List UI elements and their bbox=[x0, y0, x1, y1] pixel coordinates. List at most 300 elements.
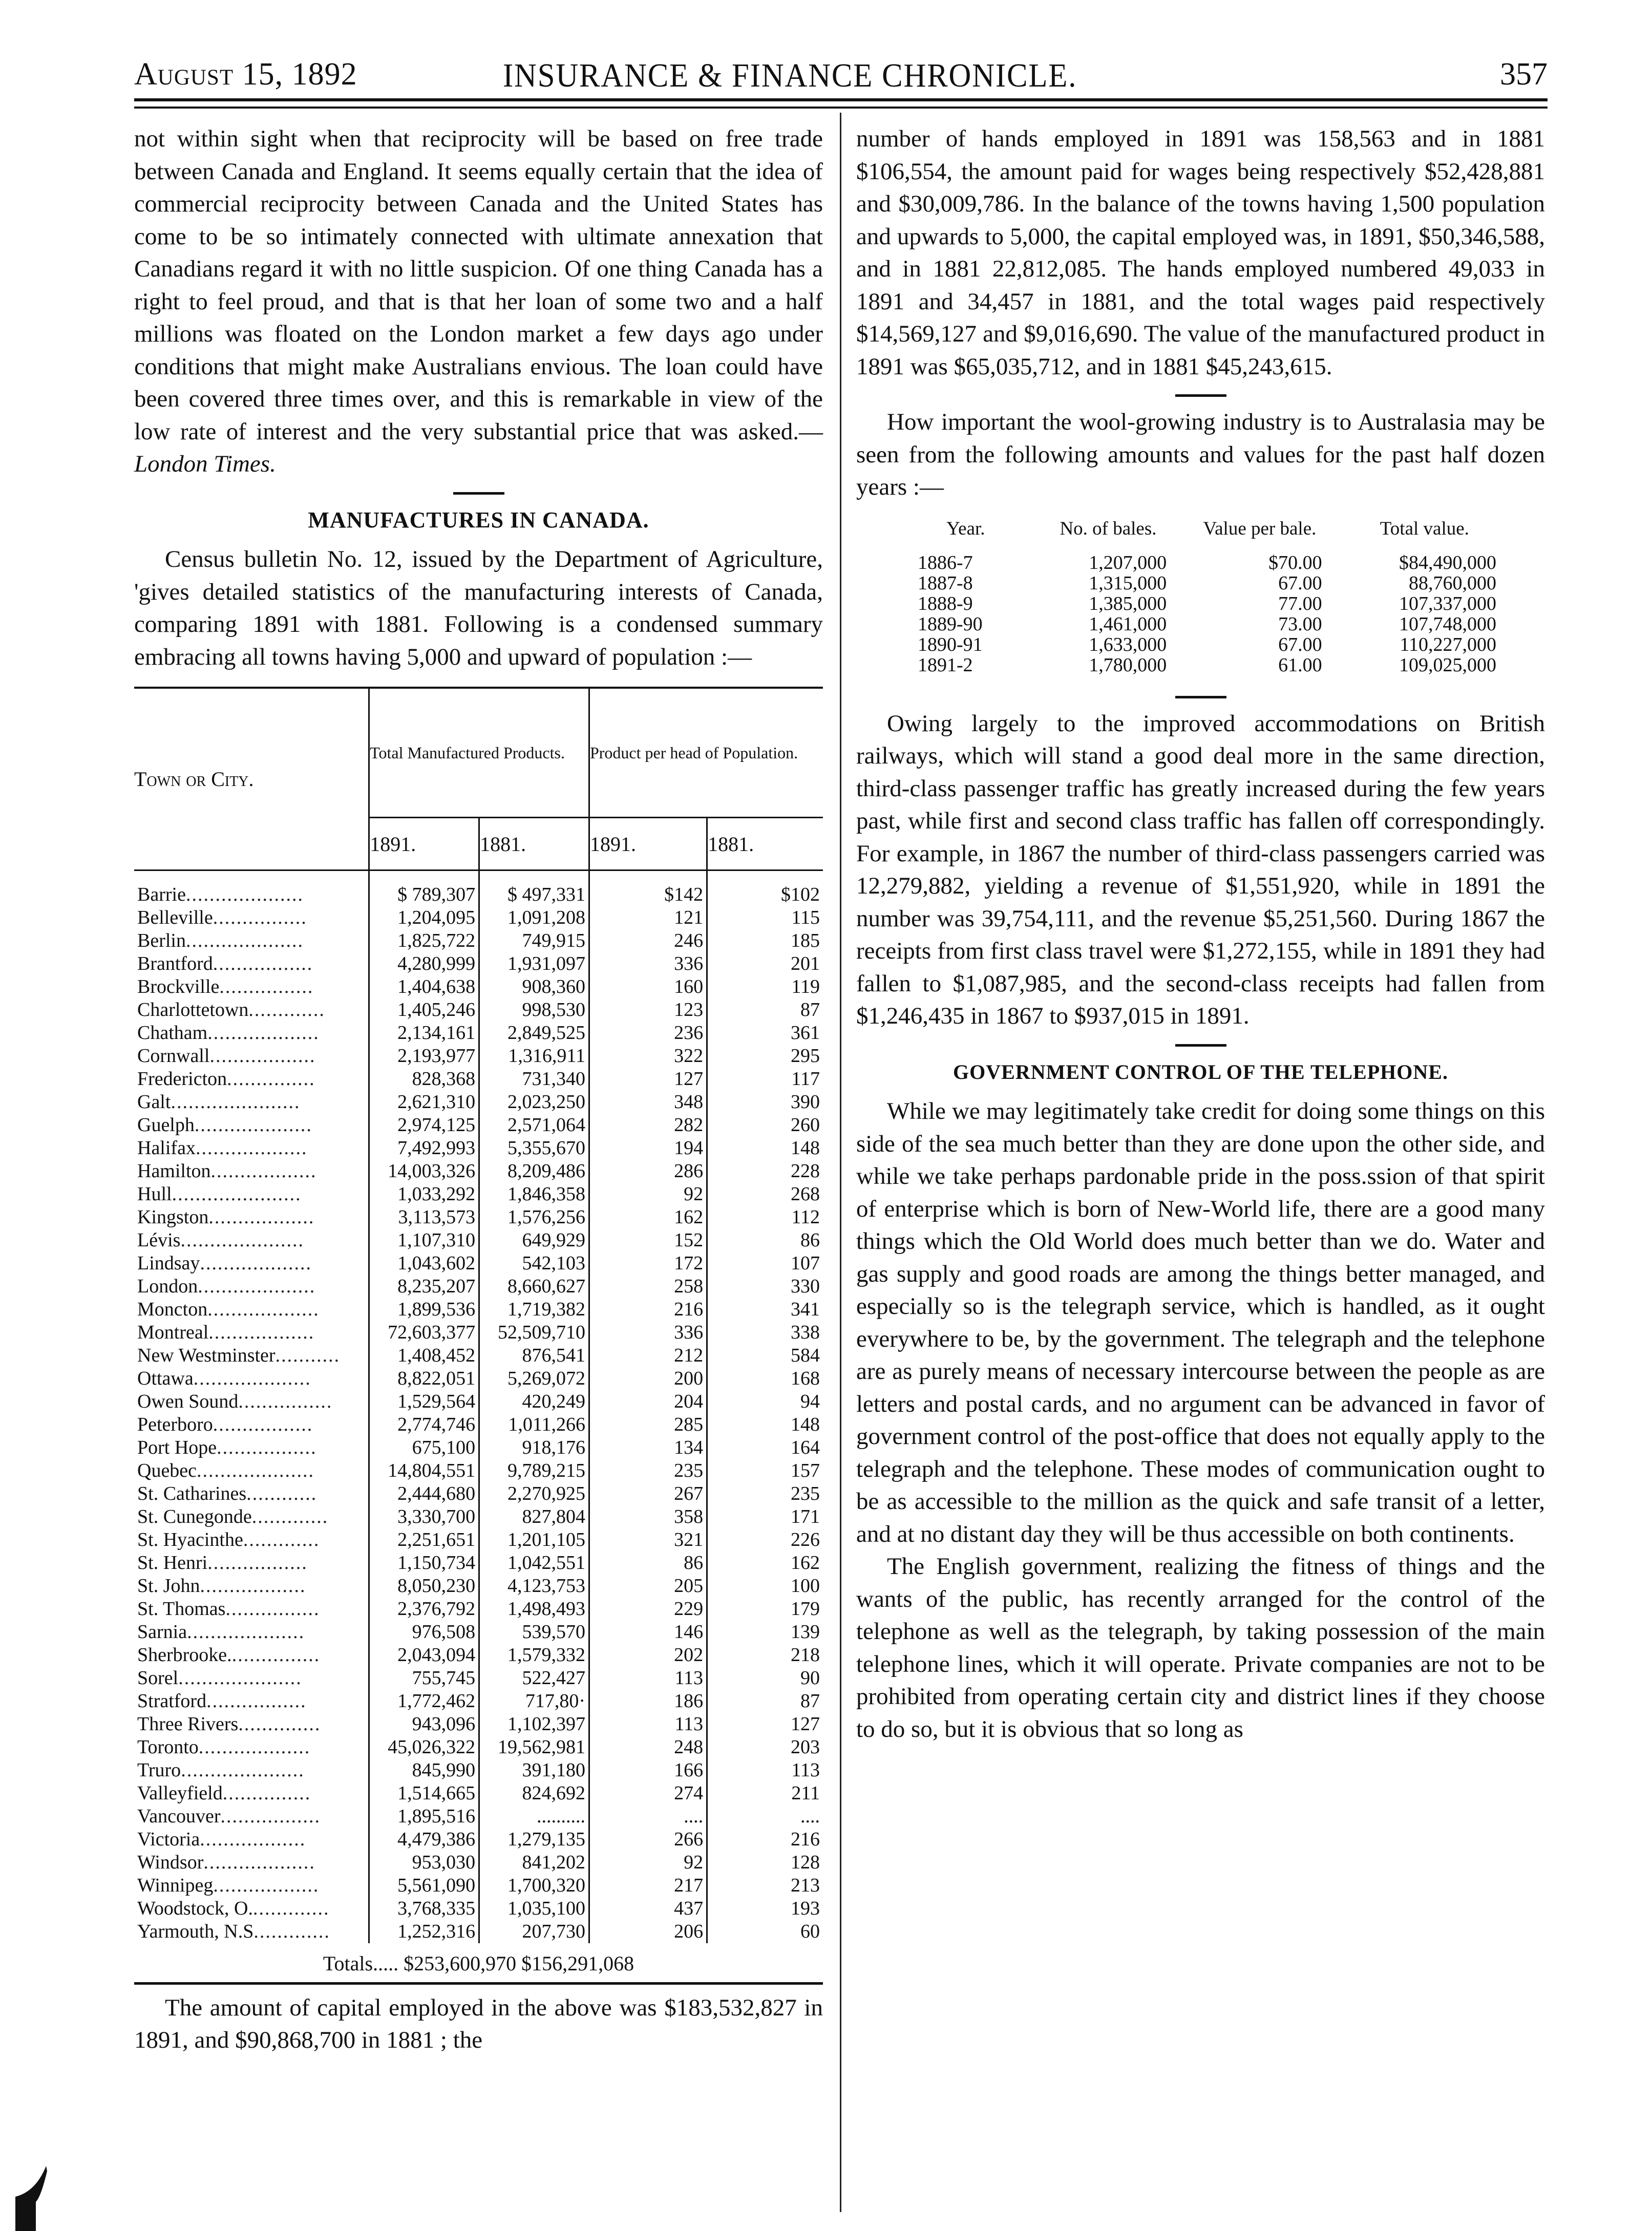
total-1881: 1,498,493 bbox=[479, 1598, 589, 1621]
dot-leader: ............... bbox=[231, 1644, 321, 1666]
right-column bbox=[856, 123, 1545, 1746]
per-head-1881: 164 bbox=[707, 1436, 823, 1459]
continuation-paragraph: number of hands employed in 1891 was 158,563 and in 1881 $106,554, the amount paid for wages being respectively $52,428,881 and $30,009,786. In the balance of the towns having 1,500 population and upwards to 5,000, the capital employed was, in 1891, $50,346,588, and in 1881 22,812,085. The hands employed numbered 49,033 in 1891 and 34,457 in 1881, and the total wages paid respectively $14,569,127 and $9,016,690. The value of the manufactured product in 1891 was $65,035,712, and in 1881 $45,243,615. bbox=[856, 125, 1545, 380]
town-name: Stratford................. bbox=[137, 1690, 307, 1712]
dot-leader: .................... bbox=[185, 930, 304, 951]
total-1891: 2,043,094 bbox=[369, 1644, 479, 1667]
total-1881: 8,660,627 bbox=[479, 1275, 589, 1298]
wool-total: 107,337,000 bbox=[1399, 592, 1496, 614]
wool-header-total: Total value. bbox=[1380, 518, 1469, 539]
per-head-1881: 295 bbox=[707, 1045, 823, 1068]
dot-leader: ................... bbox=[198, 1736, 311, 1758]
wool-row bbox=[897, 573, 1512, 593]
total-1881: 1,201,105 bbox=[479, 1528, 589, 1552]
printers-ornament-icon bbox=[15, 2161, 77, 2231]
per-head-1891: 286 bbox=[589, 1160, 707, 1183]
dot-leader: ............. bbox=[253, 1921, 330, 1942]
total-1891: 2,376,792 bbox=[369, 1598, 479, 1621]
per-head-1881: 112 bbox=[707, 1206, 823, 1229]
total-1891: 3,113,573 bbox=[369, 1206, 479, 1229]
dot-leader: ................... bbox=[200, 1252, 312, 1274]
per-head-1891: 86 bbox=[589, 1552, 707, 1575]
per-head-1881: 94 bbox=[707, 1390, 823, 1413]
per-head-1891: 322 bbox=[589, 1045, 707, 1068]
per-head-1891: 186 bbox=[589, 1690, 707, 1713]
capital-paragraph: The amount of capital employed in the above was $183,532,827 in 1891, and $90,868,700 in 1881 ; the bbox=[134, 1994, 823, 2053]
per-head-1891: 437 bbox=[589, 1897, 707, 1920]
per-head-1891: 212 bbox=[589, 1344, 707, 1367]
wool-header-year: Year. bbox=[946, 518, 985, 539]
per-head-1881: 361 bbox=[707, 1022, 823, 1045]
dot-leader: .................... bbox=[193, 1368, 311, 1389]
per-head-1881: 128 bbox=[707, 1851, 823, 1874]
per-head-1881: 117 bbox=[707, 1068, 823, 1091]
dot-leader: ............. bbox=[248, 999, 325, 1021]
table-row bbox=[134, 1068, 823, 1091]
total-1891: 8,822,051 bbox=[369, 1367, 479, 1390]
town-name: New Westminster........... bbox=[137, 1345, 341, 1366]
wool-per-bale: 73.00 bbox=[1278, 613, 1322, 635]
total-1891: $ 789,307 bbox=[369, 883, 479, 906]
table-row bbox=[134, 1160, 823, 1183]
wool-bales: 1,461,000 bbox=[1089, 613, 1167, 635]
wool-year: 1889-90 bbox=[918, 613, 983, 635]
dot-leader: ................. bbox=[206, 1690, 307, 1712]
total-1891: 2,974,125 bbox=[369, 1114, 479, 1137]
telephone-paragraph-2: The English government, realizing the fitness of things and the wants of the public, has recently arranged for the control of the telephone as well as the telegraph, by taking possession of the main telephone lines, which it will operate. Private companies are not to be prohibited from operating certain city and district lines if they choose to do so, but it is obvious that so long as bbox=[856, 1553, 1545, 1743]
wool-row bbox=[897, 593, 1512, 614]
total-1881: 8,209,486 bbox=[479, 1160, 589, 1183]
dot-leader: .................. bbox=[208, 1206, 315, 1228]
total-1881: 827,804 bbox=[479, 1505, 589, 1528]
total-1881: 4,123,753 bbox=[479, 1575, 589, 1598]
town-name: Brockville................ bbox=[137, 976, 314, 997]
table-row bbox=[134, 1736, 823, 1759]
town-name: St. Hyacinthe............. bbox=[137, 1529, 320, 1550]
per-head-1891: 194 bbox=[589, 1137, 707, 1160]
per-head-1881: 213 bbox=[707, 1874, 823, 1897]
total-1881: 539,570 bbox=[479, 1621, 589, 1644]
table-row bbox=[134, 1183, 823, 1206]
dot-leader: .................. bbox=[210, 1160, 317, 1182]
dot-leader: .................... bbox=[185, 884, 304, 905]
dot-leader: ............. bbox=[243, 1529, 320, 1550]
dot-leader: .............. bbox=[238, 1713, 321, 1735]
per-head-1891: 200 bbox=[589, 1367, 707, 1390]
dot-leader: .................... bbox=[187, 1621, 305, 1643]
total-1881: 1,316,911 bbox=[479, 1045, 589, 1068]
wool-bales: 1,633,000 bbox=[1089, 633, 1167, 655]
railway-paragraph: Owing largely to the improved accommodations on British railways, which will stand a good deal more in the same direction, third-class passenger traffic has greatly increased during the few years past, while first and second class traffic has fallen off correspondingly. For example, in 1867 the number of third-class passengers carried was 12,279,882, yielding a revenue of $1,551,920, while in 1891 the number was 39,754,111, and the revenue $5,251,560. During 1867 the receipts from first class travel were $1,272,155, while in 1891 they had fallen to $1,087,985, and the second-class receipts had fallen from $1,246,435 in 1867 to $937,015 in 1891. bbox=[856, 710, 1545, 1029]
town-name: Belleville................ bbox=[137, 907, 307, 928]
dot-leader: ...................... bbox=[172, 1183, 302, 1205]
total-1881: 9,789,215 bbox=[479, 1459, 589, 1482]
per-head-1881: 113 bbox=[707, 1759, 823, 1782]
town-name: Owen Sound................ bbox=[137, 1391, 333, 1412]
total-1891: 45,026,322 bbox=[369, 1736, 479, 1759]
town-name: Sarnia.................... bbox=[137, 1621, 305, 1643]
per-head-1891: 134 bbox=[589, 1436, 707, 1459]
total-1881: 1,091,208 bbox=[479, 906, 589, 929]
town-name: St. Cunegonde............. bbox=[137, 1506, 329, 1527]
table-row bbox=[134, 1321, 823, 1344]
table-row bbox=[134, 1828, 823, 1851]
per-head-1881: 338 bbox=[707, 1321, 823, 1344]
town-name: Moncton................... bbox=[137, 1299, 320, 1320]
per-head-1891: 204 bbox=[589, 1390, 707, 1413]
table-row bbox=[134, 1022, 823, 1045]
total-1891: 1,033,292 bbox=[369, 1183, 479, 1206]
total-1891: 828,368 bbox=[369, 1068, 479, 1091]
dot-leader: ............... bbox=[222, 1782, 311, 1804]
dot-leader: ............... bbox=[227, 1068, 315, 1090]
total-1891: 1,107,310 bbox=[369, 1229, 479, 1252]
per-head-1881: 268 bbox=[707, 1183, 823, 1206]
town-name: Victoria.................. bbox=[137, 1829, 306, 1850]
per-head-1881: 390 bbox=[707, 1091, 823, 1114]
town-name: Fredericton............... bbox=[137, 1068, 315, 1090]
dot-leader: .................. bbox=[209, 1045, 316, 1067]
manufactures-heading: MANUFACTURES IN CANADA. bbox=[308, 507, 649, 533]
table-row bbox=[134, 1782, 823, 1805]
per-head-1891: 92 bbox=[589, 1183, 707, 1206]
table-row bbox=[134, 1114, 823, 1137]
total-1881: 5,355,670 bbox=[479, 1137, 589, 1160]
table-row bbox=[134, 929, 823, 952]
wool-bales: 1,385,000 bbox=[1089, 592, 1167, 614]
total-1881: 420,249 bbox=[479, 1390, 589, 1413]
total-1881: 52,509,710 bbox=[479, 1321, 589, 1344]
page-number: 357 bbox=[1500, 57, 1548, 92]
town-name: Halifax................... bbox=[137, 1137, 308, 1159]
telephone-heading: GOVERNMENT CONTROL OF THE TELEPHONE. bbox=[953, 1060, 1448, 1083]
table-row bbox=[134, 1552, 823, 1575]
wool-year: 1887-8 bbox=[918, 572, 973, 594]
wool-bales: 1,315,000 bbox=[1089, 572, 1167, 594]
table-row bbox=[134, 1690, 823, 1713]
per-head-1881: 201 bbox=[707, 952, 823, 975]
wool-per-bale: 61.00 bbox=[1278, 654, 1322, 676]
issue-date: August 15, 1892 bbox=[134, 57, 357, 92]
table-row bbox=[134, 1575, 823, 1598]
per-head-1881: 226 bbox=[707, 1528, 823, 1552]
total-1891: 675,100 bbox=[369, 1436, 479, 1459]
total-1891: 1,895,516 bbox=[369, 1805, 479, 1828]
dot-leader: ................. bbox=[220, 1805, 321, 1827]
per-head-1891: 336 bbox=[589, 952, 707, 975]
table-row bbox=[134, 1874, 823, 1897]
town-name: Chatham................... bbox=[137, 1022, 320, 1044]
per-head-1891: 166 bbox=[589, 1759, 707, 1782]
town-name: Galt...................... bbox=[137, 1091, 301, 1113]
town-name: Barrie.................... bbox=[137, 884, 304, 905]
per-head-1881: 203 bbox=[707, 1736, 823, 1759]
total-1881: 824,692 bbox=[479, 1782, 589, 1805]
total-1881: 522,427 bbox=[479, 1667, 589, 1690]
table-row bbox=[134, 1459, 823, 1482]
table-row bbox=[134, 883, 823, 906]
per-head-1881: 100 bbox=[707, 1575, 823, 1598]
total-1881: 731,340 bbox=[479, 1068, 589, 1091]
dot-leader: ................ bbox=[213, 907, 307, 928]
town-name: Three Rivers.............. bbox=[137, 1713, 321, 1735]
per-head-1881: 90 bbox=[707, 1667, 823, 1690]
table-row bbox=[134, 1390, 823, 1413]
table-row bbox=[134, 1897, 823, 1920]
per-head-1891: 202 bbox=[589, 1644, 707, 1667]
dot-leader: ..................... bbox=[180, 1229, 304, 1251]
total-1881: 391,180 bbox=[479, 1759, 589, 1782]
per-head-1881: 148 bbox=[707, 1413, 823, 1436]
wool-table-body bbox=[897, 553, 1512, 675]
per-head-1891: 206 bbox=[589, 1920, 707, 1943]
wool-row bbox=[897, 655, 1512, 675]
total-1881: .......... bbox=[479, 1805, 589, 1828]
per-head-1881: 228 bbox=[707, 1160, 823, 1183]
town-name: Ottawa.................... bbox=[137, 1368, 311, 1389]
per-head-1881: 171 bbox=[707, 1505, 823, 1528]
per-head-1891: 146 bbox=[589, 1621, 707, 1644]
dot-leader: ................... bbox=[195, 1137, 308, 1159]
dot-leader: ............ bbox=[246, 1483, 317, 1504]
total-1891: 2,193,977 bbox=[369, 1045, 479, 1068]
total-1881: 1,846,358 bbox=[479, 1183, 589, 1206]
dot-leader: .................. bbox=[208, 1322, 315, 1343]
total-1881: 5,269,072 bbox=[479, 1367, 589, 1390]
wool-year: 1890-91 bbox=[918, 633, 983, 655]
totals-label: Totals..... bbox=[323, 1952, 399, 1975]
town-name: St. Catharines............ bbox=[137, 1483, 317, 1504]
total-1891: 1,899,536 bbox=[369, 1298, 479, 1321]
total-1891: 943,096 bbox=[369, 1713, 479, 1736]
total-1881: 1,931,097 bbox=[479, 952, 589, 975]
per-head-1881: 211 bbox=[707, 1782, 823, 1805]
town-name: Truro..................... bbox=[137, 1759, 305, 1781]
total-1881: 2,270,925 bbox=[479, 1482, 589, 1505]
town-name: Woodstock, O.............. bbox=[137, 1898, 330, 1919]
masthead bbox=[134, 56, 1548, 97]
total-1881: $ 497,331 bbox=[479, 883, 589, 906]
table-row bbox=[134, 1667, 823, 1690]
total-1891: 72,603,377 bbox=[369, 1321, 479, 1344]
per-head-1891: 160 bbox=[589, 975, 707, 998]
total-1891: 2,774,746 bbox=[369, 1413, 479, 1436]
header-town-or-city: Town or City. bbox=[134, 768, 254, 791]
total-1891: 1,772,462 bbox=[369, 1690, 479, 1713]
table-totals bbox=[134, 1947, 823, 1985]
header-product-per-head: Product per head of Population. bbox=[589, 688, 823, 818]
total-1891: 1,408,452 bbox=[369, 1344, 479, 1367]
section-separator bbox=[1175, 394, 1226, 397]
town-name: Kingston.................. bbox=[137, 1206, 315, 1228]
wool-per-bale: 67.00 bbox=[1278, 572, 1322, 594]
wool-total: 88,760,000 bbox=[1409, 572, 1496, 594]
per-head-1891: 266 bbox=[589, 1828, 707, 1851]
table-row bbox=[134, 1229, 823, 1252]
dot-leader: .................. bbox=[200, 1829, 306, 1850]
header-per-1881: 1881. bbox=[707, 818, 823, 870]
total-1881: 19,562,981 bbox=[479, 1736, 589, 1759]
total-1881: 1,042,551 bbox=[479, 1552, 589, 1575]
table-row bbox=[134, 906, 823, 929]
dot-leader: .................... bbox=[197, 1460, 315, 1481]
masthead-rule-secondary bbox=[134, 107, 1548, 109]
total-1881: 918,176 bbox=[479, 1436, 589, 1459]
section-separator bbox=[1175, 696, 1226, 698]
table-row bbox=[134, 1091, 823, 1114]
total-1891: 953,030 bbox=[369, 1851, 479, 1874]
per-head-1891: 123 bbox=[589, 998, 707, 1022]
per-head-1891: 246 bbox=[589, 929, 707, 952]
per-head-1891: 358 bbox=[589, 1505, 707, 1528]
table-row bbox=[134, 1644, 823, 1667]
total-1891: 4,479,386 bbox=[369, 1828, 479, 1851]
per-head-1891: 336 bbox=[589, 1321, 707, 1344]
per-head-1881: 87 bbox=[707, 998, 823, 1022]
town-name: Berlin.................... bbox=[137, 930, 304, 951]
per-head-1891: 267 bbox=[589, 1482, 707, 1505]
per-head-1881: .... bbox=[707, 1805, 823, 1828]
total-1891: 1,043,602 bbox=[369, 1252, 479, 1275]
excerpt-source: London Times. bbox=[134, 451, 276, 477]
header-total-1881: 1881. bbox=[479, 818, 589, 870]
telephone-paragraph-1: While we may legitimately take credit for doing some things on this side of the sea much better than they are done upon the other side, and while we take perhaps pardonable pride in the poss.ssion of that spirit of enterprise which is born of New-World life, there are a good many things which the Old World does much better than we do. Water and gas supply and good roads are among the things better managed, and especially so is the telegraph service, which is handled, as it ought everywhere to be, by the government. The telegraph and the telephone are as purely means of necessary intercourse between the people as are letters and postal cards, and no argument can be advanced in favor of government control of the post-office that does not equally apply to the telegraph and the telephone. These modes of communication ought to be as accessible to the million as the quick and safe transit of a letter, and at no distant day they will be thus accessible on both continents. bbox=[856, 1098, 1545, 1547]
total-1891: 2,444,680 bbox=[369, 1482, 479, 1505]
per-head-1891: 248 bbox=[589, 1736, 707, 1759]
per-head-1881: 168 bbox=[707, 1367, 823, 1390]
total-1891: 845,990 bbox=[369, 1759, 479, 1782]
wool-year: 1886-7 bbox=[918, 551, 973, 573]
total-1891: 1,204,095 bbox=[369, 906, 479, 929]
per-head-1881: 341 bbox=[707, 1298, 823, 1321]
per-head-1891: 285 bbox=[589, 1413, 707, 1436]
town-name: Valleyfield............... bbox=[137, 1782, 311, 1804]
wool-total: 107,748,000 bbox=[1399, 613, 1496, 635]
per-head-1891: 321 bbox=[589, 1528, 707, 1552]
total-1881: 1,719,382 bbox=[479, 1298, 589, 1321]
per-head-1881: $102 bbox=[707, 883, 823, 906]
table-row bbox=[134, 1344, 823, 1367]
table-row bbox=[134, 1851, 823, 1874]
per-head-1881: 157 bbox=[707, 1459, 823, 1482]
total-1891: 4,280,999 bbox=[369, 952, 479, 975]
per-head-1891: 121 bbox=[589, 906, 707, 929]
manufactures-intro: Census bulletin No. 12, issued by the Department of Agriculture, 'gives detailed statistics of the manufacturing interests of Canada, comparing 1891 with 1881. Following is a condensed summary embracing all towns having 5,000 and upward of population :— bbox=[134, 546, 823, 670]
per-head-1881: 179 bbox=[707, 1598, 823, 1621]
per-head-1891: 127 bbox=[589, 1068, 707, 1091]
table-row bbox=[134, 1505, 823, 1528]
dot-leader: ...................... bbox=[171, 1091, 301, 1113]
table-row bbox=[134, 1621, 823, 1644]
table-row bbox=[134, 998, 823, 1022]
total-1891: 1,252,316 bbox=[369, 1920, 479, 1943]
total-1891: 976,508 bbox=[369, 1621, 479, 1644]
total-1881: 2,023,250 bbox=[479, 1091, 589, 1114]
wool-bales: 1,780,000 bbox=[1089, 654, 1167, 676]
town-name: Sorel..................... bbox=[137, 1667, 302, 1689]
total-1881: 207,730 bbox=[479, 1920, 589, 1943]
total-1881: 876,541 bbox=[479, 1344, 589, 1367]
table-row bbox=[134, 1298, 823, 1321]
dot-leader: ................... bbox=[207, 1022, 320, 1044]
dot-leader: ..................... bbox=[181, 1759, 305, 1781]
wool-row bbox=[897, 614, 1512, 634]
masthead-rule bbox=[134, 98, 1548, 101]
table-row bbox=[134, 1206, 823, 1229]
total-1881: 749,915 bbox=[479, 929, 589, 952]
per-head-1881: 216 bbox=[707, 1828, 823, 1851]
town-name: Brantford................. bbox=[137, 953, 313, 974]
per-head-1891: 217 bbox=[589, 1874, 707, 1897]
per-head-1891: 229 bbox=[589, 1598, 707, 1621]
dot-leader: ................. bbox=[213, 953, 313, 974]
wool-year: 1888-9 bbox=[918, 592, 973, 614]
total-1881: 649,929 bbox=[479, 1229, 589, 1252]
per-head-1891: 113 bbox=[589, 1667, 707, 1690]
per-head-1881: 235 bbox=[707, 1482, 823, 1505]
dot-leader: ................ bbox=[238, 1391, 333, 1412]
table-row bbox=[134, 1275, 823, 1298]
wool-year: 1891-2 bbox=[918, 654, 973, 676]
total-1891: 14,003,326 bbox=[369, 1160, 479, 1183]
total-1881: 542,103 bbox=[479, 1252, 589, 1275]
totals-1881: $156,291,068 bbox=[521, 1952, 634, 1975]
total-1881: 2,849,525 bbox=[479, 1022, 589, 1045]
per-head-1881: 162 bbox=[707, 1552, 823, 1575]
per-head-1891: 92 bbox=[589, 1851, 707, 1874]
column-divider bbox=[840, 113, 841, 2212]
table-row bbox=[134, 975, 823, 998]
town-name: St. Thomas................ bbox=[137, 1598, 320, 1620]
publication-title: INSURANCE & FINANCE CHRONICLE. bbox=[503, 57, 1077, 94]
total-1881: 1,279,135 bbox=[479, 1828, 589, 1851]
total-1891: 8,235,207 bbox=[369, 1275, 479, 1298]
dot-leader: ................. bbox=[217, 1437, 317, 1458]
total-1891: 3,768,335 bbox=[369, 1897, 479, 1920]
town-name: Cornwall.................. bbox=[137, 1045, 316, 1067]
dot-leader: ................. bbox=[207, 1552, 308, 1574]
per-head-1891: 216 bbox=[589, 1298, 707, 1321]
town-name: Hamilton.................. bbox=[137, 1160, 317, 1182]
total-1881: 908,360 bbox=[479, 975, 589, 998]
total-1891: 3,330,700 bbox=[369, 1505, 479, 1528]
total-1891: 2,251,651 bbox=[369, 1528, 479, 1552]
table-row bbox=[134, 1920, 823, 1943]
total-1891: 1,529,564 bbox=[369, 1390, 479, 1413]
total-1881: 1,579,332 bbox=[479, 1644, 589, 1667]
wool-row bbox=[897, 553, 1512, 573]
per-head-1881: 86 bbox=[707, 1229, 823, 1252]
excerpt-text: not within sight when that reciprocity will be based on free trade between Canada and England. It seems equally certain that the idea of commercial reciprocity between Canada and the United States has come to be so intimately connected with ultimate annexation that Canadians regard it with no little suspicion. Of one thing Canada has a right to feel proud, and that is that her loan of some two and a half millions was floated on the London market a few days ago under conditions that might make Australians envious. The loan could have been covered three times over, and this is remarkable in view of the low rate of interest and the very substantial price that was asked.— bbox=[134, 125, 823, 445]
dot-leader: ............. bbox=[252, 1898, 330, 1919]
per-head-1881: 139 bbox=[707, 1621, 823, 1644]
town-name: Charlottetown............. bbox=[137, 999, 325, 1021]
total-1891: 5,561,090 bbox=[369, 1874, 479, 1897]
total-1891: 1,150,734 bbox=[369, 1552, 479, 1575]
total-1891: 755,745 bbox=[369, 1667, 479, 1690]
table-row bbox=[134, 1413, 823, 1436]
table-row bbox=[134, 1713, 823, 1736]
total-1881: 717,80· bbox=[479, 1690, 589, 1713]
per-head-1891: 274 bbox=[589, 1782, 707, 1805]
town-name: Guelph.................... bbox=[137, 1114, 312, 1136]
total-1891: 1,825,722 bbox=[369, 929, 479, 952]
per-head-1881: 218 bbox=[707, 1644, 823, 1667]
per-head-1891: 205 bbox=[589, 1575, 707, 1598]
per-head-1891: 282 bbox=[589, 1114, 707, 1137]
per-head-1891: 236 bbox=[589, 1022, 707, 1045]
per-head-1891: 348 bbox=[589, 1091, 707, 1114]
